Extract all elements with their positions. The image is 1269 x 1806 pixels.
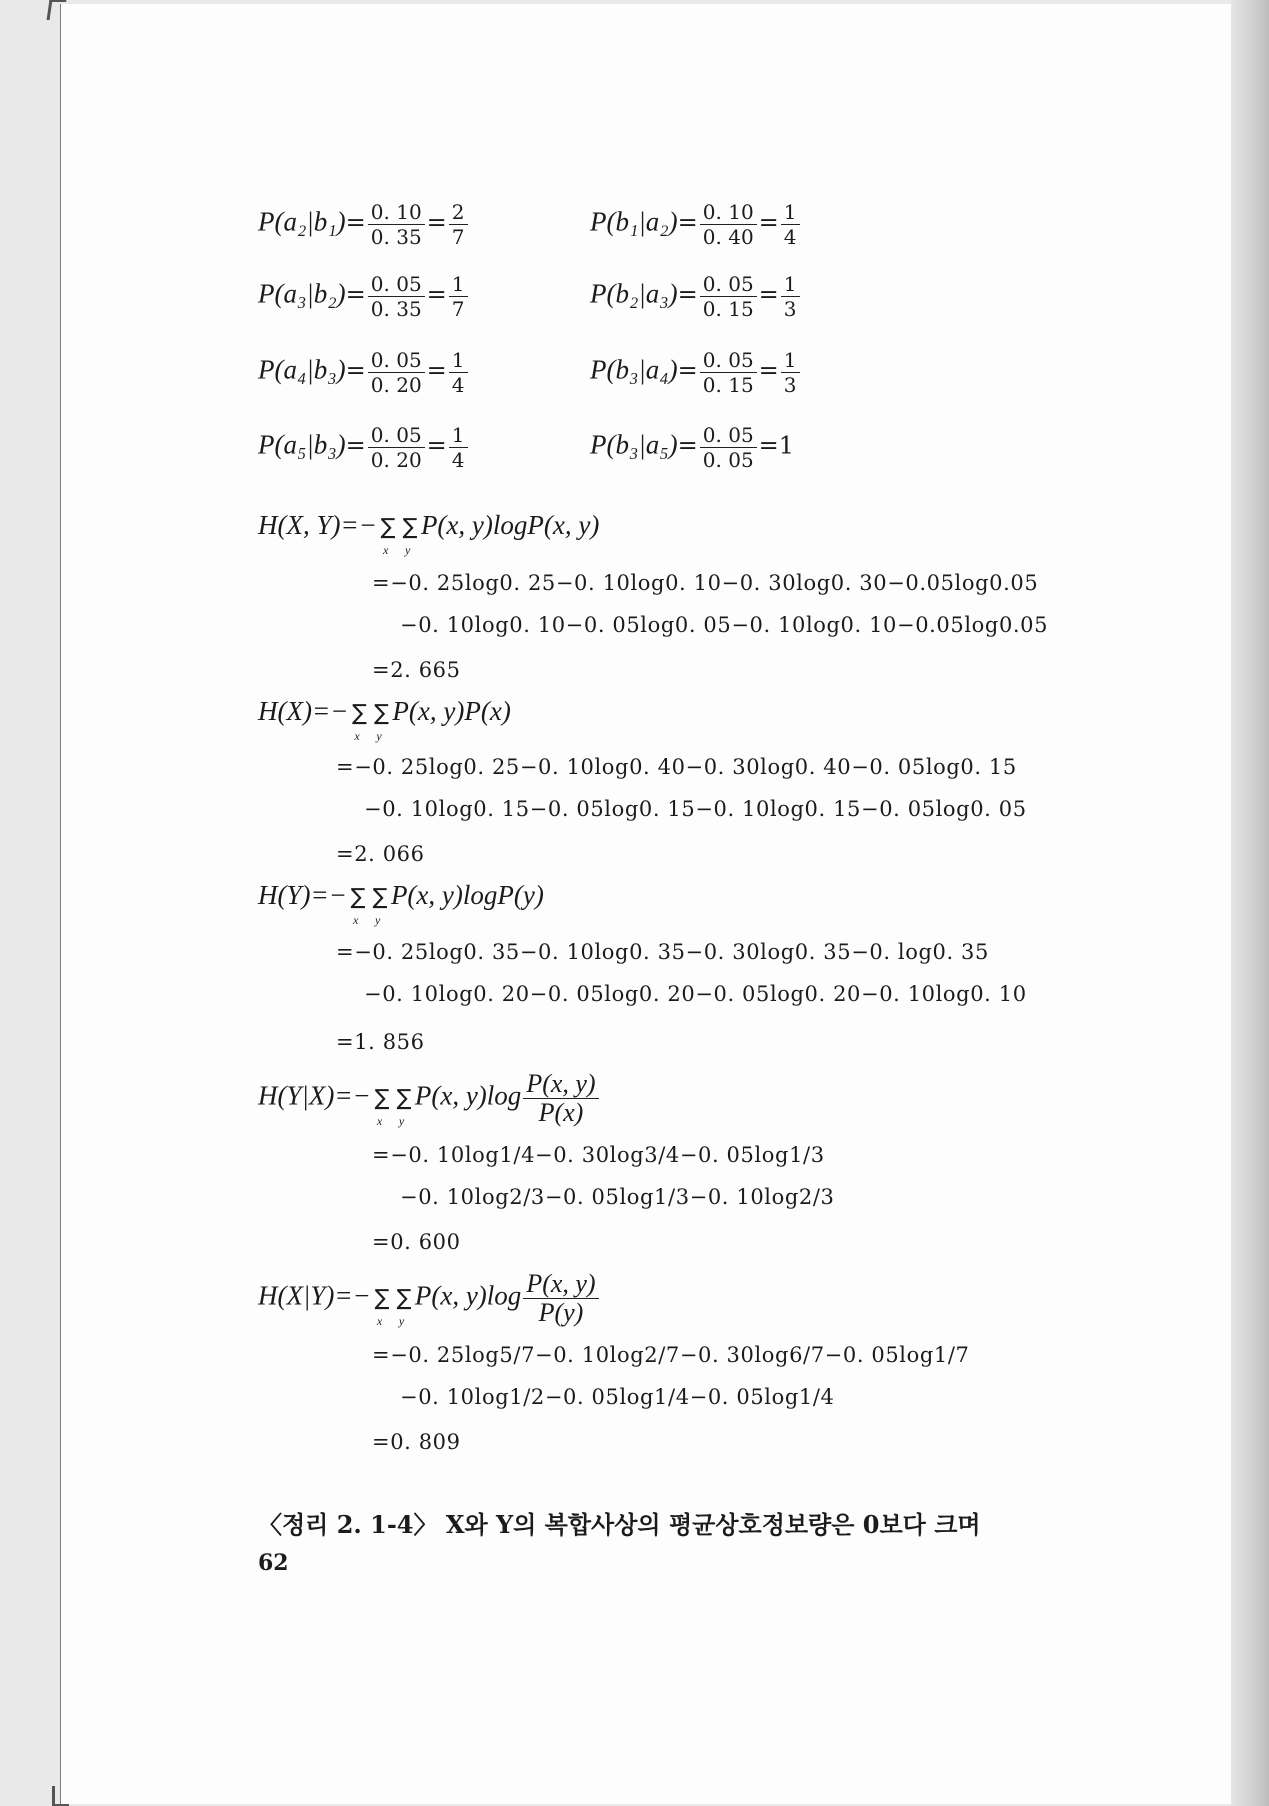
- result-fraction: $\frac{2}{7}$: [449, 200, 468, 249]
- sum-y-symbol: ∑ y: [396, 1285, 412, 1328]
- result-fraction: $\frac{1}{3}$: [781, 348, 800, 397]
- hyx-line1: =−0. 10log1/4−0. 30log3/4−0. 05log1/3: [372, 1143, 825, 1167]
- cond-label: P(b₃|a₅): [590, 429, 678, 460]
- hxgy-fraction: $\frac{P(x, y)}{P(y)}$: [523, 1270, 598, 1327]
- hx-line1: =−0. 25log0. 25−0. 10log0. 40−0. 30log0. 40−0. 05log0. 15: [336, 755, 1017, 779]
- equals-sign: =: [677, 431, 698, 460]
- cond-row-1-left: [258, 200, 470, 249]
- cond-label: P(a₂|b₁): [258, 206, 346, 237]
- cond-label: P(b₂|a₃): [590, 278, 678, 309]
- theorem-statement: 〈정리 2. 1-4〉 X와 Y의 복합사상의 평균상호정보량은 0보다 크며: [258, 1510, 981, 1539]
- hy-definition: [258, 880, 544, 927]
- equals-sign: =: [677, 208, 698, 237]
- decimal-fraction: $\frac{0. 05}{0. 15}$: [700, 272, 757, 321]
- hyx-result: =0. 600: [372, 1230, 461, 1254]
- sum-x-symbol: ∑ x: [350, 885, 366, 927]
- hx-result: =2. 066: [336, 842, 425, 866]
- result-fraction: $\frac{1}{7}$: [449, 272, 468, 321]
- result-fraction: $\frac{1}{4}$: [449, 348, 468, 397]
- cond-row-4-left: [258, 423, 470, 472]
- hx-definition: [258, 696, 511, 743]
- equals-sign: =: [677, 356, 698, 385]
- cond-label: P(b₃|a₄): [590, 354, 678, 385]
- cond-label: P(a₄|b₃): [258, 354, 346, 385]
- result-fraction: $\frac{1}{3}$: [781, 272, 800, 321]
- page-edge-shadow: [1231, 0, 1269, 1806]
- hyx-body: P(x, y)log: [414, 1080, 522, 1111]
- hy-line2: −0. 10log0. 20−0. 05log0. 20−0. 05log0. 20−0. 10log0. 10: [364, 982, 1027, 1006]
- cond-row-2-left: [258, 272, 470, 321]
- result-fraction: $\frac{1}{4}$: [449, 423, 468, 472]
- cond-label: P(b₁|a₂): [590, 206, 678, 237]
- hxy-body: P(x, y)logP(x, y): [420, 510, 600, 540]
- cond-label: P(a₅|b₃): [258, 429, 346, 460]
- cond-label: P(a₃|b₂): [258, 278, 346, 309]
- equals-sign: =: [677, 280, 698, 309]
- hxgy-line2: −0. 10log1/2−0. 05log1/4−0. 05log1/4: [400, 1385, 835, 1409]
- decimal-fraction: $\frac{0. 10}{0. 35}$: [368, 200, 425, 249]
- decimal-fraction: $\frac{0. 05}{0. 20}$: [368, 423, 425, 472]
- sum-y-symbol: ∑ y: [396, 1085, 412, 1128]
- hxy-line1: =−0. 25log0. 25−0. 10log0. 10−0. 30log0. 30−0.05log0.05: [372, 571, 1039, 595]
- equals-sign: =: [345, 280, 366, 309]
- equals-sign: =: [758, 280, 779, 309]
- cond-result-whole: =1: [758, 431, 795, 460]
- result-fraction: $\frac{1}{4}$: [781, 200, 800, 249]
- sum-x-symbol: ∑ x: [374, 1085, 390, 1128]
- hyx-fraction: $\frac{P(x, y)}{P(x)}$: [523, 1070, 598, 1127]
- scan-corner-bottom: [52, 1786, 69, 1806]
- sum-x-symbol: ∑ x: [352, 701, 367, 743]
- equals-sign: =: [345, 431, 366, 460]
- hyx-line2: −0. 10log2/3−0. 05log1/3−0. 10log2/3: [400, 1185, 835, 1209]
- equals-sign: =: [345, 356, 366, 385]
- hy-body: P(x, y)logP(y): [390, 880, 544, 910]
- decimal-fraction: $\frac{0. 10}{0. 40}$: [700, 200, 757, 249]
- hxy-lhs: H(X, Y)=−: [258, 510, 377, 540]
- sum-y-symbol: ∑ y: [372, 885, 388, 927]
- hxgy-line1: =−0. 25log5/7−0. 10log2/7−0. 30log6/7−0. 05log1/7: [372, 1343, 970, 1367]
- hxgy-result: =0. 809: [372, 1430, 461, 1454]
- equals-sign: =: [426, 280, 447, 309]
- hxgy-body: P(x, y)log: [414, 1280, 522, 1311]
- hxy-line2: −0. 10log0. 10−0. 05log0. 05−0. 10log0. 10−0.05log0.05: [400, 613, 1049, 637]
- equals-sign: =: [758, 208, 779, 237]
- sum-y-symbol: ∑ y: [402, 515, 418, 557]
- hyx-lhs: H(Y|X)=−: [258, 1080, 371, 1111]
- hxy-definition: [258, 510, 600, 557]
- hy-line1: =−0. 25log0. 35−0. 10log0. 35−0. 30log0. 35−0. log0. 35: [336, 940, 989, 964]
- equals-sign: =: [426, 356, 447, 385]
- hyx-definition: [258, 1070, 601, 1127]
- cond-row-1-right: [590, 200, 802, 249]
- decimal-fraction: $\frac{0. 05}{0. 05}$: [700, 423, 757, 472]
- cond-row-2-right: [590, 272, 802, 321]
- page-number: 62: [258, 1550, 289, 1576]
- sum-x-symbol: ∑ x: [374, 1285, 390, 1328]
- cond-row-4-right: [590, 423, 794, 472]
- cond-row-3-left: [258, 348, 470, 397]
- hxy-result: =2. 665: [372, 658, 461, 682]
- hx-body: P(x, y)P(x): [392, 696, 511, 726]
- decimal-fraction: $\frac{0. 05}{0. 35}$: [368, 272, 425, 321]
- hxgy-definition: [258, 1270, 601, 1327]
- hy-result: =1. 856: [336, 1030, 425, 1054]
- scan-corner-top: [47, 0, 67, 20]
- equals-sign: =: [345, 208, 366, 237]
- equals-sign: =: [426, 208, 447, 237]
- equals-sign: =: [758, 356, 779, 385]
- hy-lhs: H(Y)=−: [258, 880, 347, 910]
- decimal-fraction: $\frac{0. 05}{0. 15}$: [700, 348, 757, 397]
- sum-x-symbol: ∑ x: [380, 515, 396, 557]
- hxgy-lhs: H(X|Y)=−: [258, 1280, 371, 1311]
- hx-lhs: H(X)=−: [258, 696, 349, 726]
- sum-y-symbol: ∑ y: [374, 701, 389, 743]
- cond-row-3-right: [590, 348, 802, 397]
- hx-line2: −0. 10log0. 15−0. 05log0. 15−0. 10log0. 15−0. 05log0. 05: [364, 797, 1027, 821]
- equals-sign: =: [426, 431, 447, 460]
- decimal-fraction: $\frac{0. 05}{0. 20}$: [368, 348, 425, 397]
